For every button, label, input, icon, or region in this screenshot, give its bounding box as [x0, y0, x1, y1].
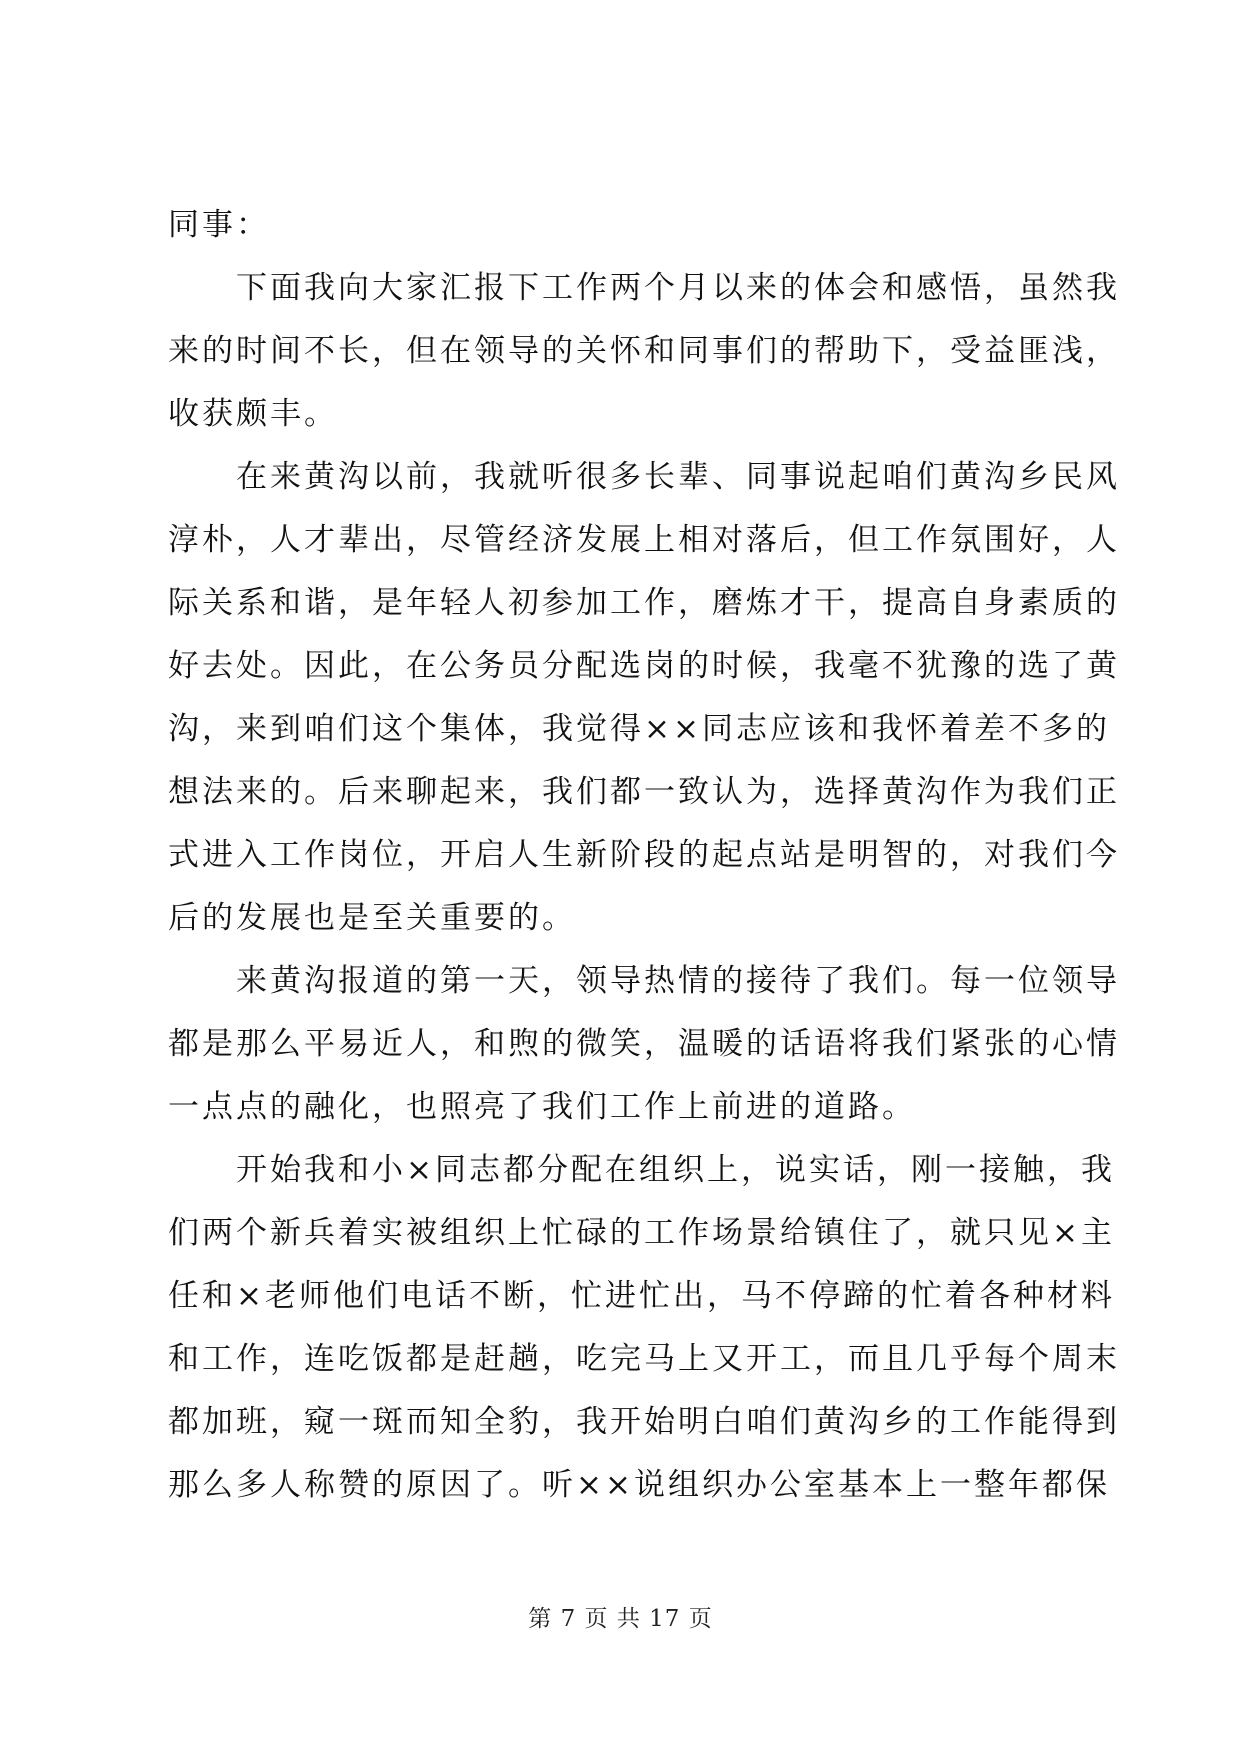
text-line: 那么多人称赞的原因了。听××说组织办公室基本上一整年都保 [168, 1467, 1110, 1503]
text-line: 收获颇丰。 [168, 396, 338, 432]
text-line: 开始我和小×同志都分配在组织上，说实话，刚一接触，我 [168, 1152, 1115, 1188]
text-line: 下面我向大家汇报下工作两个月以来的体会和感悟，虽然我 [168, 270, 1120, 306]
text-line: 都是那么平易近人，和煦的微笑，温暖的话语将我们紧张的心情 [168, 1026, 1120, 1062]
text-line: 在来黄沟以前，我就听很多长辈、同事说起咱们黄沟乡民风 [168, 459, 1120, 495]
text-line: 后的发展也是至关重要的。 [168, 900, 576, 936]
text-line: 想法来的。后来聊起来，我们都一致认为，选择黄沟作为我们正 [168, 774, 1120, 810]
text-line: 都加班，窥一斑而知全豹，我开始明白咱们黄沟乡的工作能得到 [168, 1404, 1120, 1440]
text-line: 来黄沟报道的第一天，领导热情的接待了我们。每一位领导 [168, 963, 1120, 999]
text-line: 来的时间不长，但在领导的关怀和同事们的帮助下，受益匪浅， [168, 333, 1120, 369]
text-line: 式进入工作岗位，开启人生新阶段的起点站是明智的，对我们今 [168, 837, 1120, 873]
text-line: 同事： [168, 207, 270, 243]
text-line: 一点点的融化，也照亮了我们工作上前进的道路。 [168, 1089, 916, 1125]
body-text [168, 194, 1120, 1517]
text-line: 们两个新兵着实被组织上忙碌的工作场景给镇住了，就只见×主 [168, 1215, 1115, 1251]
page-footer: 第 7 页 共 17 页 [528, 1606, 713, 1632]
text-line: 沟，来到咱们这个集体，我觉得××同志应该和我怀着差不多的 [168, 711, 1110, 747]
text-line: 淳朴，人才辈出，尽管经济发展上相对落后，但工作氛围好，人 [168, 522, 1120, 558]
text-line: 和工作，连吃饭都是赶趟，吃完马上又开工，而且几乎每个周末 [168, 1341, 1120, 1377]
text-line: 好去处。因此，在公务员分配选岗的时候，我毫不犹豫的选了黄 [168, 648, 1120, 684]
text-line: 任和×老师他们电话不断，忙进忙出，马不停蹄的忙着各种材料 [168, 1278, 1115, 1314]
text-line: 际关系和谐，是年轻人初参加工作，磨炼才干，提高自身素质的 [168, 585, 1120, 621]
